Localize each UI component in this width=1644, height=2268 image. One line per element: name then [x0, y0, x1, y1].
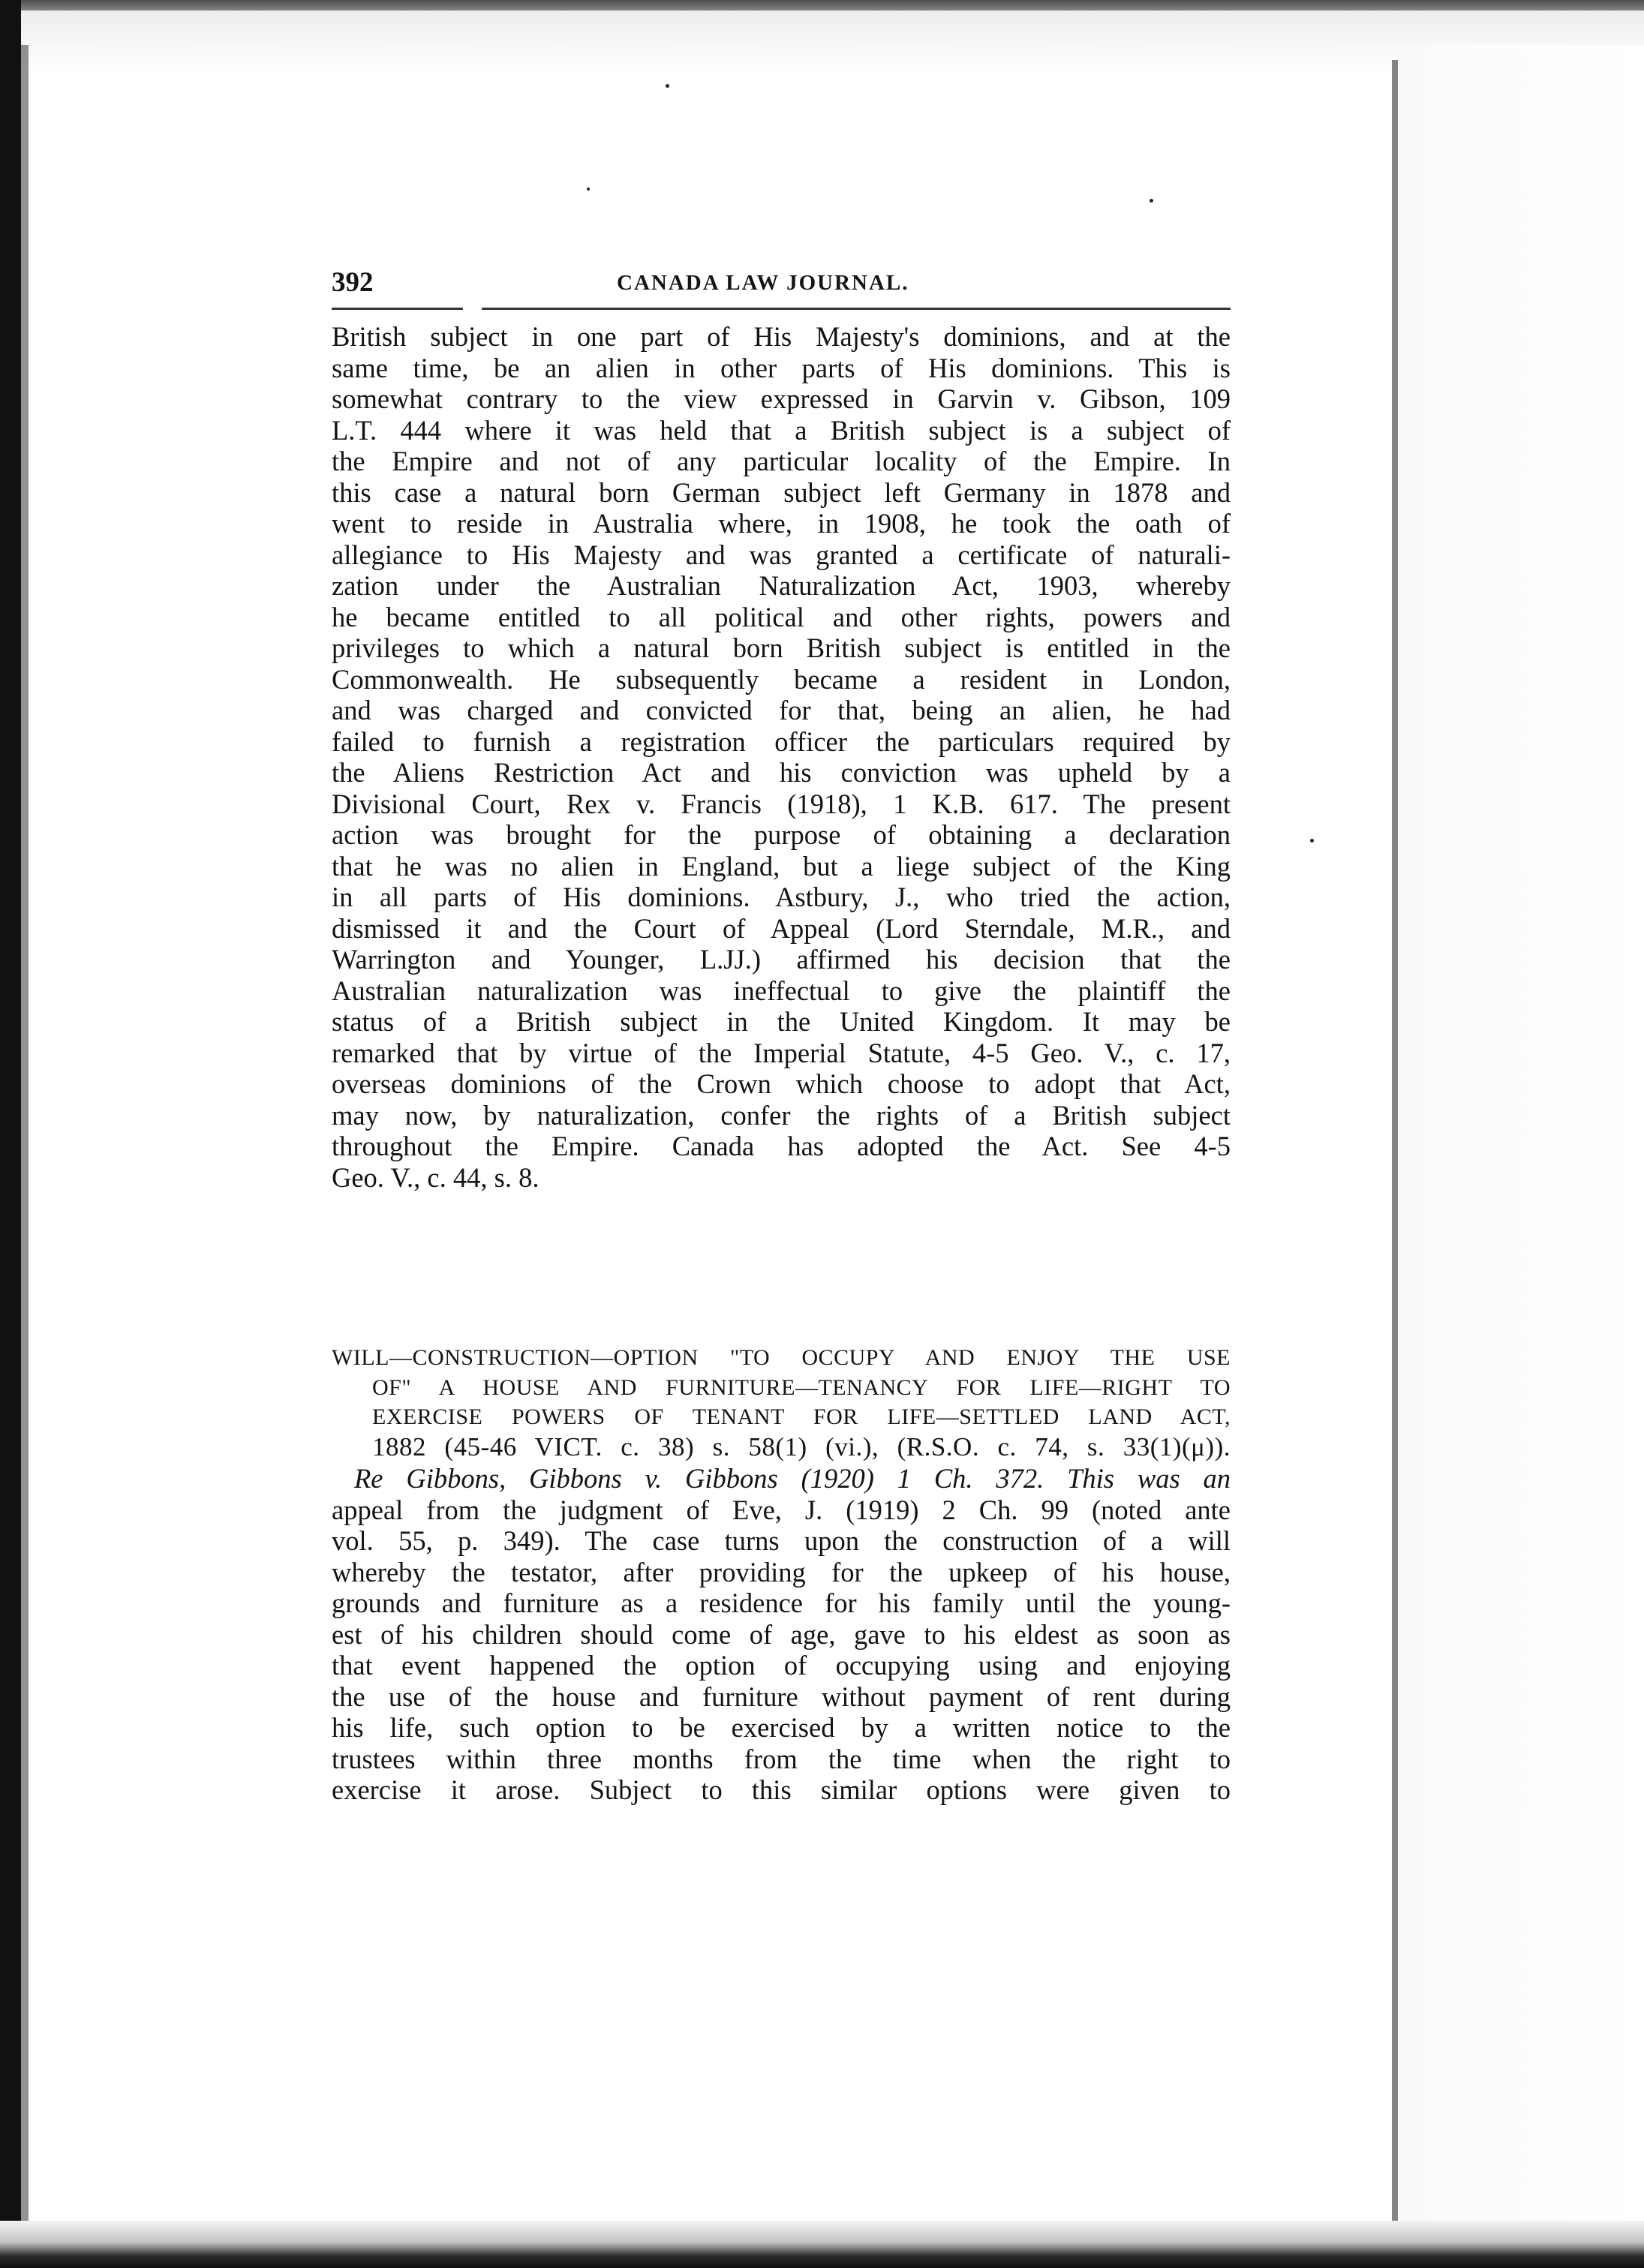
text-line: est of his children should come of age, gave to his eldest as soon as — [332, 1618, 1231, 1650]
scan-left-edge — [0, 0, 21, 2268]
heading-line: OF" A HOUSE AND FURNITURE—TENANCY FOR LIFE—RIGHT TO — [372, 1374, 1231, 1400]
case-citation-line: Re Gibbons, Gibbons v. Gibbons (1920) 1 Ch. 372. This was an — [354, 1463, 1231, 1494]
running-head — [332, 266, 1231, 304]
text-line: that he was no alien in England, but a liege subject of the King — [332, 850, 1231, 882]
text-line: in all parts of His dominions. Astbury, J., who tried the action, — [332, 882, 1231, 912]
text-line: Australian naturalization was ineffectual to give the plaintiff the — [332, 975, 1231, 1006]
text-line: overseas dominions of the Crown which choose to adopt that Act, — [332, 1068, 1231, 1099]
text-line: grounds and furniture as a residence for his family until the young- — [332, 1588, 1231, 1618]
scan-speck — [587, 188, 590, 191]
header-rule-right — [482, 308, 1231, 310]
text-line: zation under the Australian Naturalization Act, 1903, whereby — [332, 570, 1231, 601]
text-line: Commonwealth. He subsequently became a resident in London, — [332, 663, 1231, 695]
text-line: and was charged and convicted for that, being an alien, he had — [332, 695, 1231, 725]
text-line: same time, be an alien in other parts of His dominions. This is — [332, 352, 1231, 383]
text-line: vol. 55, p. 349). The case turns upon the construction of a will — [332, 1525, 1231, 1556]
heading-line: EXERCISE POWERS OF TENANT FOR LIFE—SETTLED LAND ACT, — [372, 1404, 1231, 1429]
text-line: his life, such option to be exercised by a written notice to the — [332, 1712, 1231, 1743]
text-line: somewhat contrary to the view expressed in Garvin v. Gibson, 109 — [332, 383, 1231, 414]
text-line: privileges to which a natural born British subject is entitled in the — [332, 632, 1231, 663]
text-line: allegiance to His Majesty and was granted a certificate of naturali- — [332, 539, 1231, 570]
text-line: Geo. V., c. 44, s. 8. — [332, 1161, 539, 1193]
page-number: 392 — [332, 267, 374, 298]
text-line: the Aliens Restriction Act and his conviction was upheld by a — [332, 757, 1231, 788]
section-heading — [332, 1343, 1231, 1461]
text-line: dismissed it and the Court of Appeal (Lord Sterndale, M.R., and — [332, 912, 1231, 944]
text-line: exercise it arose. Subject to this similar options were given to — [332, 1774, 1231, 1805]
text-line: British subject in one part of His Majesty's dominions, and at the — [332, 321, 1231, 352]
text-line: Divisional Court, Rex v. Francis (1918), 1 K.B. 617. The present — [332, 788, 1231, 819]
header-rule-left — [332, 308, 463, 310]
text-line: appeal from the judgment of Eve, J. (1919) 2 Ch. 99 (noted ante — [332, 1494, 1231, 1525]
text-line: Warrington and Younger, L.JJ.) affirmed his decision that the — [332, 944, 1231, 975]
text-line: remarked that by virtue of the Imperial Statute, 4-5 Geo. V., c. 17, — [332, 1037, 1231, 1068]
text-line: whereby the testator, after providing for the upkeep of his house, — [332, 1556, 1231, 1588]
scan-speck — [1150, 199, 1153, 203]
text-line: may now, by naturalization, confer the rights of a British subject — [332, 1099, 1231, 1131]
text-line: trustees within three months from the time when the right to — [332, 1743, 1231, 1774]
scan-right-edge — [1392, 60, 1398, 2236]
text-line: this case a natural born German subject left Germany in 1878 and — [332, 476, 1231, 508]
scan-left-shadow — [21, 45, 29, 2251]
text-line: failed to furnish a registration officer the particulars required by — [332, 725, 1231, 757]
scan-right-margin — [1398, 45, 1644, 2268]
scan-bottom-edge — [0, 2221, 1644, 2268]
text-line: he became entitled to all political and other rights, powers and — [332, 601, 1231, 632]
body-paragraph — [332, 321, 1231, 1193]
text-line: throughout the Empire. Canada has adopted the Act. See 4-5 — [332, 1131, 1231, 1161]
text-line: the Empire and not of any particular locality of the Empire. In — [332, 446, 1231, 476]
case-paragraph — [332, 1463, 1231, 1806]
text-line: status of a British subject in the United Kingdom. It may be — [332, 1006, 1231, 1037]
scan-speck — [1310, 839, 1314, 843]
scan-speck — [666, 84, 669, 88]
heading-line: WILL—CONSTRUCTION—OPTION "TO OCCUPY AND ENJOY THE USE — [332, 1345, 1231, 1370]
scan-top-edge — [0, 0, 1644, 11]
text-line: L.T. 444 where it was held that a British subject is a subject of — [332, 414, 1231, 446]
text-line: went to reside in Australia where, in 1908, he took the oath of — [332, 508, 1231, 539]
heading-line: 1882 (45-46 VICT. c. 38) s. 58(1) (vi.), (R.S.O. c. 74, s. 33(1)(μ)). — [372, 1431, 1231, 1461]
text-line: the use of the house and furniture without payment of rent during — [332, 1681, 1231, 1712]
journal-title: CANADA LAW JOURNAL. — [617, 271, 909, 295]
text-line: action was brought for the purpose of obtaining a declaration — [332, 819, 1231, 850]
text-line: that event happened the option of occupying using and enjoying — [332, 1650, 1231, 1681]
